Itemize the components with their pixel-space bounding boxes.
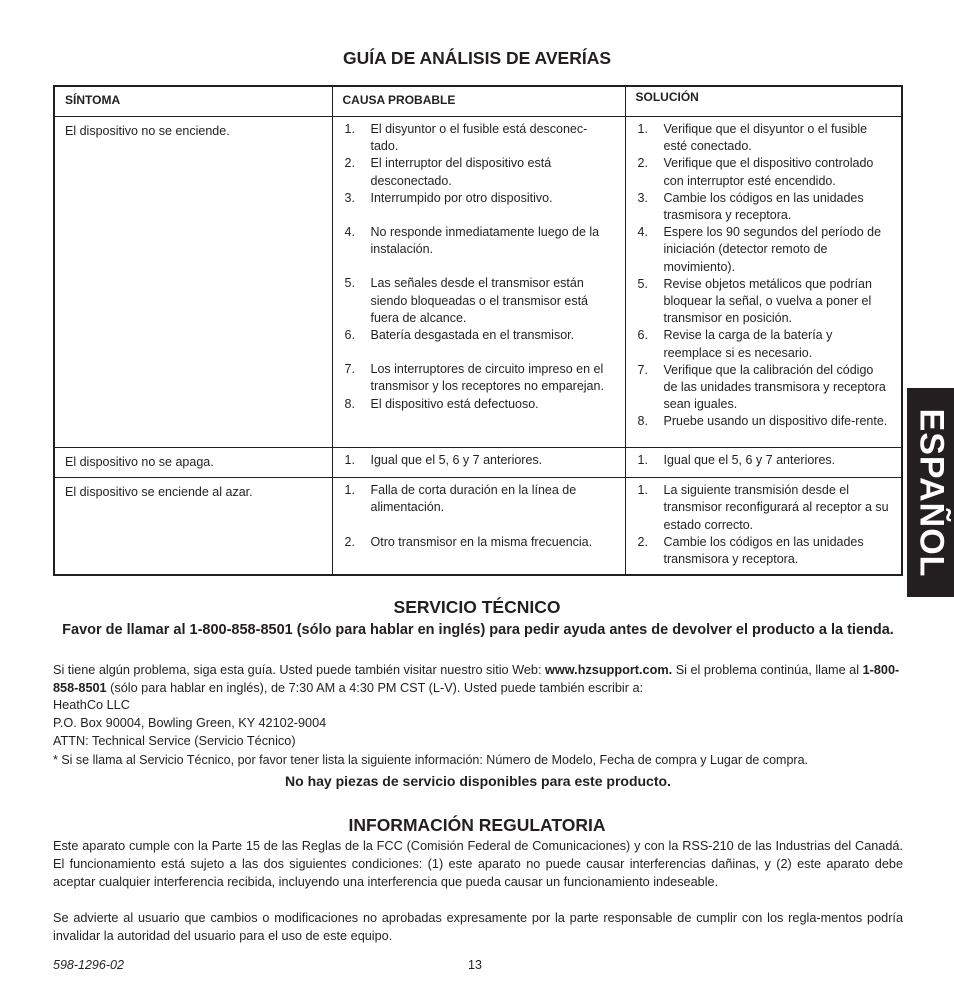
list-item: 3. Interrumpido por otro dispositivo. <box>344 190 553 205</box>
list-item: 5. Revise objetos metálicos que podrían bloquear la señal, o vuelva a poner el transmisor en posición. <box>637 276 872 326</box>
list-item: 3. Cambie los códigos en las unidades trasmisora y receptora. <box>637 190 864 223</box>
language-side-tab <box>907 388 954 597</box>
regulatory-paragraph-1: Este aparato cumple con la Parte 15 de las Reglas de la FCC (Comisión Federal de Comunicaciones) y con la RSS-210 de las Industrias del Canadá. El funcionamiento está sujeto a las dos siguientes condiciones: (1) este aparato no puede causar interferencias dañinas, y (2) este aparato debe aceptar cualquier interferencia recibida, incluyendo una interferencia que pueda causar un funcionamiento indeseable. <box>53 839 903 889</box>
list-item: 2. Verifique que el dispositivo controlado con interruptor esté encendido. <box>637 156 874 188</box>
list-item: 6. Batería desgastada en el transmisor. <box>344 328 575 343</box>
list-item: 1. Falla de corta duración en la línea de alimentación. <box>344 483 577 515</box>
regulatory-paragraph-2: Se advierte al usuario que cambios o modificaciones no aprobadas expresamente por la parte responsable de cumplir con los regla-mentos podría invalidar la autoridad del usuario para el uso de este equipo. <box>53 911 903 943</box>
website-link[interactable]: www.hzsupport.com. <box>545 663 673 677</box>
symptom-cell: El dispositivo se enciende al azar. <box>54 478 332 576</box>
regulatory-title: INFORMACIÓN REGULATORIA <box>348 815 606 835</box>
service-paragraph: Si tiene algún problema, siga esta guía. Usted puede también visitar nuestro sitio Web: www.hzsupport.com. Si el problema continúa, llame al 1-800-858-8501 (sólo para hablar en inglés), de 7:30 AM a 4:30 PM CST (L-V). Usted puede también escribir a: <box>53 663 900 695</box>
no-parts-notice: No hay piezas de servicio disponibles para este producto. <box>285 773 671 789</box>
list-item: 1. El disyuntor o el fusible está desconec-tado. <box>344 122 588 154</box>
solution-cell <box>625 117 902 448</box>
cause-cell <box>332 478 625 576</box>
list-item: 1. Igual que el 5, 6 y 7 anteriores. <box>637 453 836 467</box>
address-line: ATTN: Technical Service (Servicio Técnico) <box>53 734 296 748</box>
solution-cell <box>625 478 902 576</box>
list-item: 7. Verifique que la calibración del código de las unidades transmisora y receptora sean iguales. <box>637 362 886 412</box>
list-item: 6. Revise la carga de la batería y reemplace si es necesario. <box>637 328 833 360</box>
symptom-cell: El dispositivo no se apaga. <box>54 448 332 478</box>
phone-number: 1-800-858-8501 <box>53 663 900 695</box>
side-tab-label: ESPAÑOL <box>912 408 950 577</box>
list-item: 1. Verifique que el disyuntor o el fusible esté conectado. <box>637 122 868 154</box>
list-item: 8. El dispositivo está defectuoso. <box>344 396 539 411</box>
table-row <box>54 117 902 448</box>
cause-cell <box>332 117 625 448</box>
solution-cell <box>625 448 902 478</box>
service-note: * Si se llama al Servicio Técnico, por favor tener lista la siguiente información: Número de Modelo, Fecha de compra y Lugar de compra. <box>53 753 808 767</box>
call-notice: Favor de llamar al 1-800-858-8501 (sólo para hablar en inglés) para pedir ayuda antes de devolver el producto a la tienda. <box>62 622 894 638</box>
troubleshooting-table <box>53 85 903 576</box>
list-item: 4. Espere los 90 segundos del período de iniciación (detector remoto de movimiento). <box>637 225 882 274</box>
list-item: 8. Pruebe usando un dispositivo dife-rente. <box>637 414 888 429</box>
list-item: 2. Otro transmisor en la misma frecuencia. <box>344 534 593 549</box>
list-item: 4. No responde inmediatamente luego de la instalación. <box>344 225 600 257</box>
table-row <box>54 478 902 576</box>
service-title: SERVICIO TÉCNICO <box>393 597 561 617</box>
header-symptom: SÍNTOMA <box>54 86 332 117</box>
troubleshooting-title: GUÍA DE ANÁLISIS DE AVERÍAS <box>342 48 612 68</box>
list-item: 1. La siguiente transmisión desde el transmisor reconfigurará al receptor a su estado correcto. <box>637 483 889 532</box>
header-solution: SOLUCIÓN <box>625 86 902 117</box>
header-cause: CAUSA PROBABLE <box>332 86 625 117</box>
list-item: 5. Las señales desde el transmisor están siendo bloqueadas o el transmisor está fuera de alcance. <box>344 276 588 325</box>
table-header-row <box>54 86 902 117</box>
list-item: 2. Cambie los códigos en las unidades transmisora y receptora. <box>637 534 864 567</box>
list-item: 1. Igual que el 5, 6 y 7 anteriores. <box>344 453 543 467</box>
cause-cell <box>332 448 625 478</box>
symptom-cell: El dispositivo no se enciende. <box>54 117 332 448</box>
address-line: P.O. Box 90004, Bowling Green, KY 42102-9004 <box>53 716 327 730</box>
table-row <box>54 448 902 478</box>
list-item: 2. El interruptor del dispositivo está desconectado. <box>344 156 552 188</box>
page-number: 13 <box>468 958 482 972</box>
document-number: 598-1296-02 <box>53 958 124 972</box>
address-line: HeathCo LLC <box>53 698 130 712</box>
list-item: 7. Los interruptores de circuito impreso en el transmisor y los receptores no emparejan. <box>344 362 604 394</box>
